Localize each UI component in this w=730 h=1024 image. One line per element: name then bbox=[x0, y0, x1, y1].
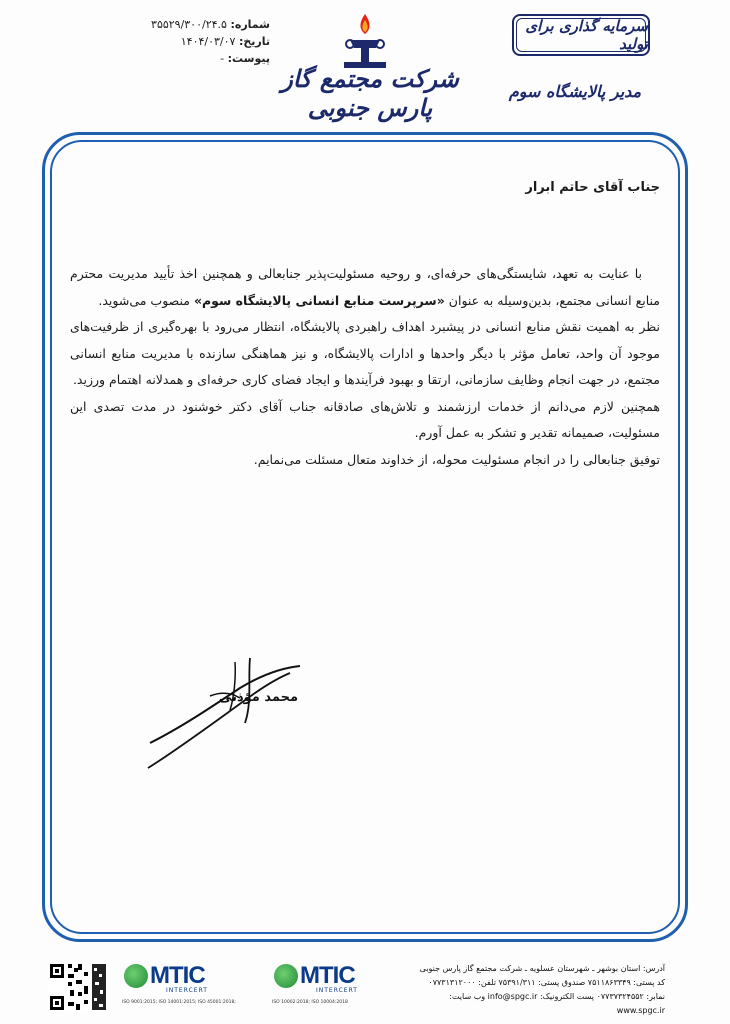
paragraph-expectations: نظر به اهمیت نقش منابع انسانی در پیشبرد اهداف راهبردی پالایشگاه، انتظار می‌رود با بهره‌گیری از ظرفیت‌های موجود آن واحد، تعامل مؤثر با دیگر واحدها و ادارات پالایشگاه، و نیز هماهنگی سازنده با مدیریت منابع انسانی مجتمع، در جهت انجام وظایف سازمانی، ارتقا و بهبود فرآیندها و ایجاد فضای کاری حرفه‌ای و همدلانه اهتمام ورزید. bbox=[70, 319, 660, 387]
signer-name: محمد مؤذنی bbox=[218, 690, 298, 705]
letter-date: تاریخ: ۱۴۰۴/۰۳/۰۷ bbox=[180, 35, 270, 48]
company-name: شرکت مجتمع گاز پارس جنوبی bbox=[281, 64, 459, 122]
paragraph-closing: توفیق جنابعالی را در انجام مسئولیت محوله، از خداوند متعال مسئلت می‌نمایم. bbox=[253, 451, 660, 467]
sender-title: مدیر پالایشگاه سوم bbox=[508, 82, 642, 101]
letter-body bbox=[70, 180, 660, 473]
slogan-badge bbox=[512, 14, 650, 56]
recipient: جناب آقای حاتم ابرار bbox=[525, 180, 660, 195]
globe-icon bbox=[124, 964, 148, 988]
slogan-text: سرمایه گذاری برای تولید bbox=[525, 17, 648, 53]
appointment-title: «سرپرست منابع انسانی پالایشگاه سوم» bbox=[193, 292, 445, 308]
footer-address bbox=[405, 962, 665, 1018]
handwritten-signature bbox=[140, 648, 310, 778]
mtic-cert-logo-1: MTIC INTERCERT ISO 9001:2015; ISO 14001:2015; ISO 45001:2018; bbox=[122, 962, 236, 1005]
contact-line: کد پستی: ۷۵۱۱۸۶۳۳۴۹ صندوق پستی: ۷۵۳۹۱/۳۱۱ تلفن: ۰۷۷۳۱۳۱۲۰۰۰ bbox=[428, 978, 665, 987]
letter-meta bbox=[130, 16, 270, 67]
letter-number: شماره: ۳۵۵۲۹/۳۰۰/۲۴.۵ bbox=[151, 18, 270, 31]
paragraph-thanks: همچنین لازم می‌دانم از خدمات ارزشمند و تلاش‌های صادقانه جناب آقای دکتر خوشنود در مدت تصدی این مسئولیت، صمیمانه تقدیر و تشکر به عمل آورم. bbox=[70, 398, 660, 440]
web-line: نمابر: ۰۷۷۳۷۳۲۴۵۵۲ پست الکترونیک: info@spgc.ir وب سایت: www.spgc.ir bbox=[449, 992, 665, 1015]
mtic-cert-logo-2: MTIC INTERCERT ISO 10002:2018; ISO 10004:2018 bbox=[272, 962, 358, 1005]
letter-attachment: پیوست: - bbox=[220, 52, 270, 65]
globe-icon bbox=[274, 964, 298, 988]
qr-code-icon bbox=[48, 962, 108, 1012]
paragraph-appointment: با عنایت به تعهد، شایستگی‌های حرفه‌ای، و روحیه مسئولیت‌پذیر جنابعالی و همچنین اخذ تأیید مدیریت محترم منابع انسانی مجتمع، بدین‌وسیله به عنوان «سرپرست منابع انسانی پالایشگاه سوم» منصوب می‌شوید. bbox=[70, 266, 660, 308]
address-line: آدرس: استان بوشهر ـ شهرستان عسلویه ـ شرکت مجتمع گاز پارس جنوبی bbox=[419, 964, 665, 973]
